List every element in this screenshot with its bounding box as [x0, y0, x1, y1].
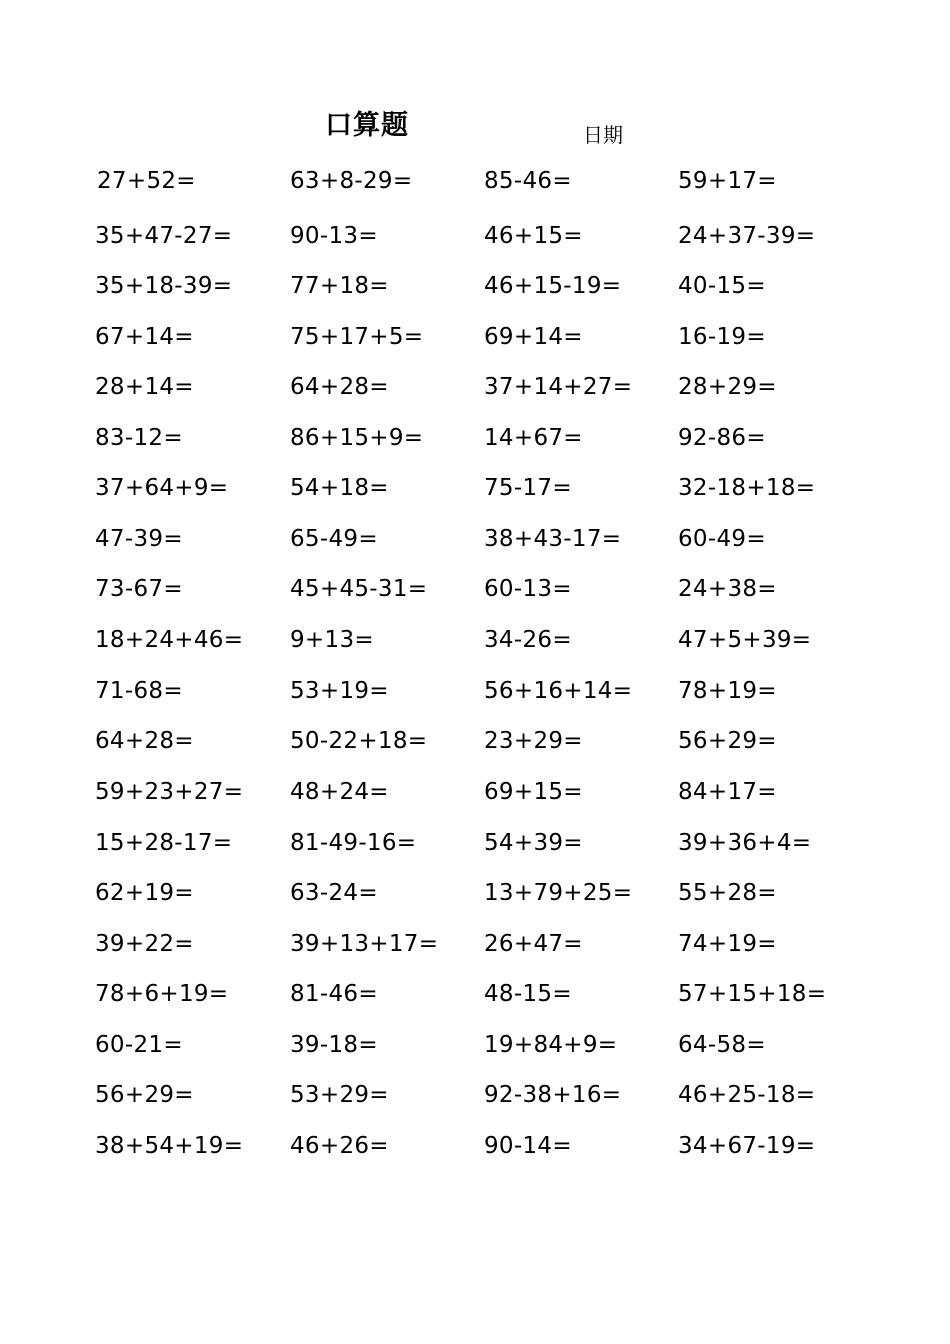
arithmetic-problem: 60-49=: [678, 526, 766, 552]
arithmetic-problem: 57+15+18=: [678, 981, 827, 1007]
arithmetic-problem: 63+8-29=: [290, 168, 413, 194]
arithmetic-problem: 46+15-19=: [484, 273, 622, 299]
arithmetic-problem: 16-19=: [678, 324, 766, 350]
arithmetic-problem: 24+37-39=: [678, 223, 816, 249]
arithmetic-problem: 15+28-17=: [95, 830, 233, 856]
arithmetic-problem: 56+16+14=: [484, 678, 633, 704]
arithmetic-problem: 19+84+9=: [484, 1032, 618, 1058]
arithmetic-problem: 64+28=: [290, 374, 389, 400]
arithmetic-problem: 35+18-39=: [95, 273, 233, 299]
arithmetic-problem: 53+29=: [290, 1082, 389, 1108]
arithmetic-problem: 24+38=: [678, 576, 777, 602]
arithmetic-problem: 32-18+18=: [678, 475, 816, 501]
arithmetic-problem: 81-49-16=: [290, 830, 417, 856]
arithmetic-problem: 85-46=: [484, 168, 572, 194]
arithmetic-problem: 69+15=: [484, 779, 583, 805]
arithmetic-problem: 56+29=: [95, 1082, 194, 1108]
arithmetic-problem: 48+24=: [290, 779, 389, 805]
arithmetic-problem: 62+19=: [95, 880, 194, 906]
arithmetic-problem: 50-22+18=: [290, 728, 428, 754]
arithmetic-problem: 92-38+16=: [484, 1082, 622, 1108]
arithmetic-problem: 46+26=: [290, 1133, 389, 1159]
arithmetic-problem: 13+79+25=: [484, 880, 633, 906]
arithmetic-problem: 28+29=: [678, 374, 777, 400]
arithmetic-problem: 34+67-19=: [678, 1133, 816, 1159]
arithmetic-problem: 14+67=: [484, 425, 583, 451]
arithmetic-problem: 59+17=: [678, 168, 777, 194]
arithmetic-problem: 38+54+19=: [95, 1133, 244, 1159]
arithmetic-problem: 90-13=: [290, 223, 378, 249]
arithmetic-problem: 64-58=: [678, 1032, 766, 1058]
arithmetic-problem: 46+15=: [484, 223, 583, 249]
arithmetic-problem: 40-15=: [678, 273, 766, 299]
arithmetic-problem: 23+29=: [484, 728, 583, 754]
arithmetic-problem: 74+19=: [678, 931, 777, 957]
arithmetic-problem: 75-17=: [484, 475, 572, 501]
arithmetic-problem: 47+5+39=: [678, 627, 812, 653]
arithmetic-problem: 39+36+4=: [678, 830, 812, 856]
arithmetic-problem: 92-86=: [678, 425, 766, 451]
arithmetic-problem: 78+6+19=: [95, 981, 229, 1007]
arithmetic-problem: 77+18=: [290, 273, 389, 299]
arithmetic-problem: 45+45-31=: [290, 576, 428, 602]
arithmetic-problem: 83-12=: [95, 425, 183, 451]
arithmetic-problem: 75+17+5=: [290, 324, 424, 350]
arithmetic-problem: 60-21=: [95, 1032, 183, 1058]
arithmetic-problem: 54+18=: [290, 475, 389, 501]
arithmetic-problem: 9+13=: [290, 627, 374, 653]
arithmetic-problem: 34-26=: [484, 627, 572, 653]
arithmetic-problem: 67+14=: [95, 324, 194, 350]
worksheet-title: 口算题: [325, 110, 409, 141]
arithmetic-problem: 35+47-27=: [95, 223, 233, 249]
arithmetic-problem: 60-13=: [484, 576, 572, 602]
date-label: 日期: [583, 123, 623, 147]
arithmetic-problem: 55+28=: [678, 880, 777, 906]
arithmetic-problem: 63-24=: [290, 880, 378, 906]
arithmetic-problem: 37+64+9=: [95, 475, 229, 501]
arithmetic-problem: 69+14=: [484, 324, 583, 350]
arithmetic-problem: 54+39=: [484, 830, 583, 856]
arithmetic-problem: 37+14+27=: [484, 374, 633, 400]
arithmetic-problem: 53+19=: [290, 678, 389, 704]
arithmetic-problem: 64+28=: [95, 728, 194, 754]
arithmetic-problem: 26+47=: [484, 931, 583, 957]
arithmetic-problem: 84+17=: [678, 779, 777, 805]
arithmetic-problem: 27+52=: [97, 168, 196, 194]
arithmetic-problem: 28+14=: [95, 374, 194, 400]
arithmetic-problem: 65-49=: [290, 526, 378, 552]
arithmetic-problem: 38+43-17=: [484, 526, 622, 552]
arithmetic-problem: 39+13+17=: [290, 931, 439, 957]
arithmetic-problem: 59+23+27=: [95, 779, 244, 805]
arithmetic-problem: 39+22=: [95, 931, 194, 957]
arithmetic-problem: 81-46=: [290, 981, 378, 1007]
arithmetic-problem: 48-15=: [484, 981, 572, 1007]
arithmetic-problem: 73-67=: [95, 576, 183, 602]
arithmetic-problem: 86+15+9=: [290, 425, 424, 451]
arithmetic-problem: 47-39=: [95, 526, 183, 552]
arithmetic-problem: 18+24+46=: [95, 627, 244, 653]
arithmetic-problem: 56+29=: [678, 728, 777, 754]
arithmetic-problem: 90-14=: [484, 1133, 572, 1159]
arithmetic-problem: 71-68=: [95, 678, 183, 704]
arithmetic-problem: 78+19=: [678, 678, 777, 704]
arithmetic-problem: 46+25-18=: [678, 1082, 816, 1108]
arithmetic-problem: 39-18=: [290, 1032, 378, 1058]
